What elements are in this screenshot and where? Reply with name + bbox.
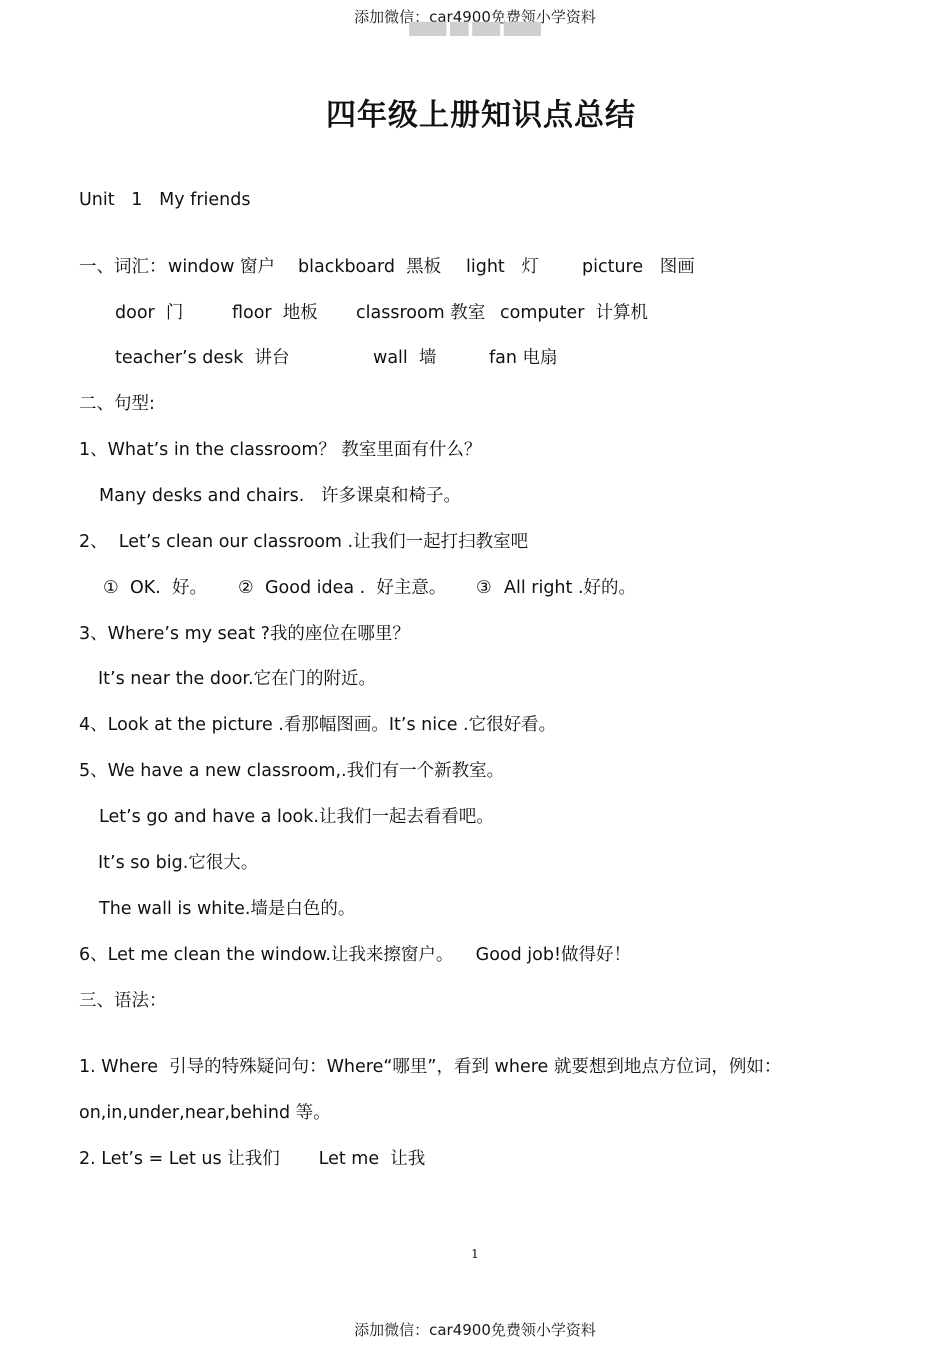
sentence-3-answer: It’s near the door.它在门的附近。 (98, 669, 377, 689)
sentence-6: 6、Let me clean the window.让我来擦窗户。 Good job!做得好！ (79, 945, 631, 965)
vocab-item: classroom 教室 (356, 303, 486, 323)
footer-watermark: 添加微信：car4900免费领小学资料 (354, 1321, 596, 1339)
vocab-item: fan 电扇 (489, 348, 558, 368)
option-marker-2: ② (238, 578, 254, 598)
sentence-5: 5、We have a new classroom,.我们有一个新教室。 (79, 761, 505, 781)
sentence-5-line-c: The wall is white.墙是白色的。 (99, 899, 356, 919)
sentence-1: 1、What’s in the classroom？ 教室里面有什么？ (79, 440, 482, 460)
grammar-point-1-cont: on,in,under,near,behind 等。 (79, 1103, 331, 1123)
grammar-point-1: 1. Where 引导的特殊疑问句：Where“哪里”，看到 where 就要想到地点方位词，例如： (79, 1057, 782, 1077)
sentences-heading: 二、句型: (79, 394, 155, 414)
sentence-1-answer: Many desks and chairs. 许多课桌和椅子。 (99, 486, 461, 506)
vocab-item: window 窗户 (168, 257, 275, 277)
sentence-5-line-a: Let’s go and have a look.让我们一起去看看吧。 (99, 807, 494, 827)
vocab-item: light 灯 (466, 257, 539, 277)
grammar-heading: 三、语法： (79, 991, 167, 1011)
page-number: 1 (471, 1247, 479, 1261)
header-faded-line: ████ ██ ███ ████ (409, 22, 541, 36)
vocab-item: teacher’s desk 讲台 (115, 348, 290, 368)
page-title: 四年级上册知识点总结 (326, 98, 636, 133)
vocab-item: computer 计算机 (500, 303, 649, 323)
sentence-5-line-b: It’s so big.它很大。 (98, 853, 259, 873)
option-marker-3: ③ (476, 578, 492, 598)
sentence-4: 4、Look at the picture .看那幅图画。It’s nice .它很好看。 (79, 715, 557, 735)
option-text-2: Good idea . 好主意。 (265, 578, 447, 598)
header-watermark: 添加微信：car4900免费领小学资料 (354, 8, 596, 26)
sentence-2: 2、 Let’s clean our classroom .让我们一起打扫教室吧 (79, 532, 529, 552)
vocab-item: blackboard 黑板 (298, 257, 442, 277)
option-text-3: All right .好的。 (504, 578, 637, 598)
grammar-point-2: 2. Let’s = Let us 让我们 Let me 让我 (79, 1149, 426, 1169)
vocab-item: floor 地板 (232, 303, 318, 323)
option-marker-1: ① (103, 578, 119, 598)
vocab-heading: 一、词汇： (79, 257, 167, 277)
vocab-item: picture 图画 (582, 257, 695, 277)
option-text-1: OK. 好。 (130, 578, 207, 598)
vocab-item: door 门 (115, 303, 184, 323)
unit-heading: Unit 1 My friends (79, 190, 251, 210)
vocab-item: wall 墙 (373, 348, 437, 368)
sentence-3: 3、Where’s my seat ?我的座位在哪里？ (79, 624, 410, 644)
